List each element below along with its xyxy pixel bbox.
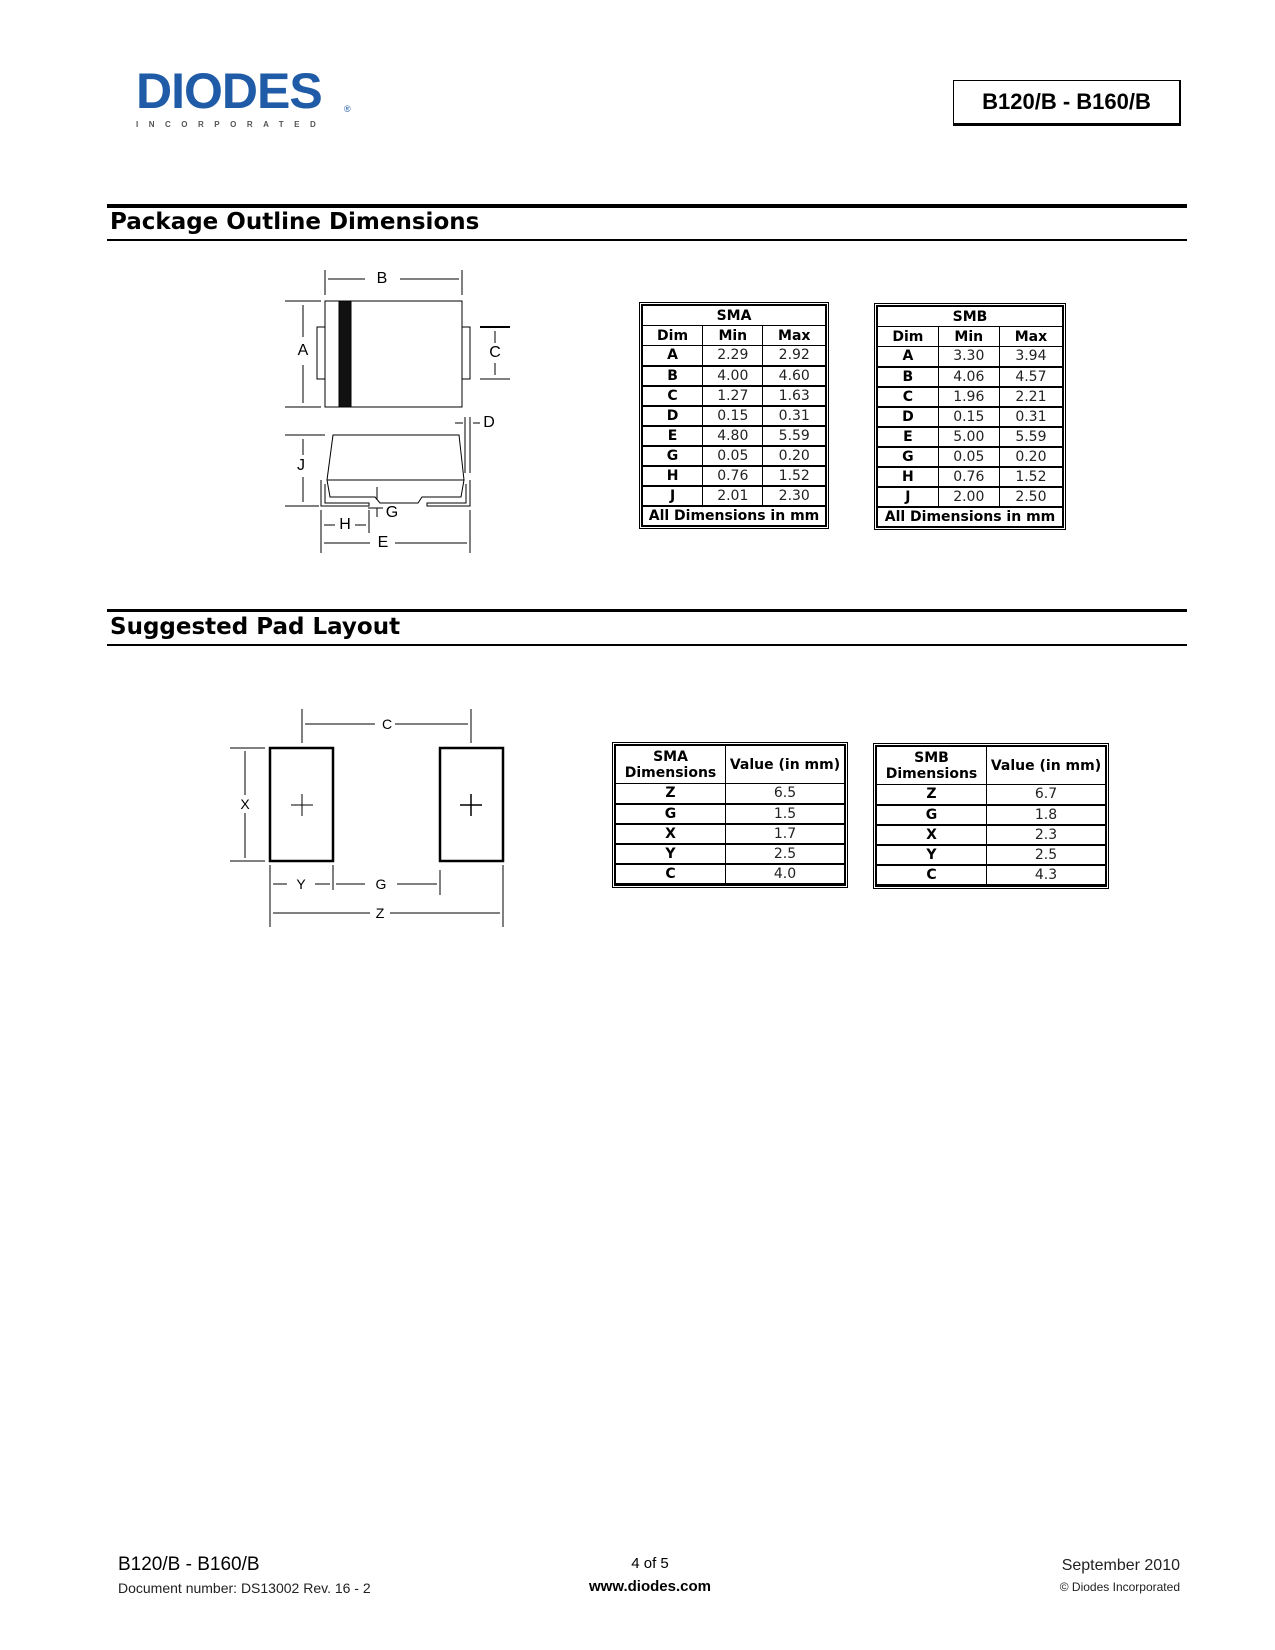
pad-label-g: G	[375, 876, 387, 892]
value-cell: 2.92	[763, 346, 826, 366]
package-outline-diagram	[285, 265, 520, 553]
part-number: B120/B - B160/B	[982, 89, 1151, 114]
section-title-outline: Package Outline Dimensions	[110, 209, 480, 235]
col-header: Min	[938, 327, 999, 347]
value-cell: 5.00	[938, 427, 999, 447]
col-header: Value (in mm)	[987, 747, 1106, 785]
table-row	[877, 805, 1106, 825]
table-row	[878, 427, 1063, 447]
footer-part: B120/B - B160/B	[118, 1554, 260, 1575]
table-row	[616, 784, 845, 804]
col-header-line: SMB	[914, 749, 949, 766]
dim-cell: A	[878, 347, 939, 367]
table-footer: All Dimensions in mm	[643, 506, 826, 526]
value-cell: 0.31	[999, 407, 1062, 427]
value-cell: 4.57	[999, 367, 1062, 387]
value-cell: 2.21	[999, 387, 1062, 407]
table-row	[878, 407, 1063, 427]
dim-cell: G	[643, 446, 703, 466]
footer-doc-number: Document number: DS13002 Rev. 16 - 2	[118, 1580, 371, 1596]
value-cell: 2.00	[938, 487, 999, 507]
registered-mark-icon: ®	[344, 104, 351, 114]
dim-cell: D	[878, 407, 939, 427]
brand-sub: INCORPORATED	[136, 120, 327, 129]
dim-cell: J	[878, 487, 939, 507]
dim-cell: Y	[877, 845, 987, 865]
footer-date: September 2010	[1061, 1557, 1180, 1574]
value-cell: 5.59	[763, 426, 826, 446]
dim-cell: G	[616, 804, 726, 824]
value-cell: 1.52	[763, 466, 826, 486]
value-cell: 3.94	[999, 347, 1062, 367]
table-row	[643, 406, 826, 426]
footer-url[interactable]: www.diodes.com	[589, 1578, 711, 1595]
footer-page: 4 of 5	[631, 1555, 669, 1572]
table-footer: All Dimensions in mm	[878, 507, 1063, 527]
value-cell: 2.50	[999, 487, 1062, 507]
table-row	[878, 367, 1063, 387]
dim-cell: X	[877, 825, 987, 845]
pad-layout-diagram	[225, 705, 515, 930]
col-header-line: SMA	[653, 748, 688, 765]
col-header: Min	[703, 326, 763, 346]
dim-label-h: H	[339, 516, 351, 533]
brand-wordmark: DIODES	[136, 63, 322, 119]
dim-cell: H	[878, 467, 939, 487]
value-cell: 1.96	[938, 387, 999, 407]
value-cell: 0.76	[938, 467, 999, 487]
table-row	[616, 844, 845, 864]
divider	[107, 644, 1187, 646]
package-outline-drawing	[285, 265, 520, 553]
dim-label-c: C	[489, 344, 501, 361]
table-row	[643, 466, 826, 486]
table-row	[616, 864, 845, 884]
smb-dimensions-table	[874, 303, 1066, 530]
dim-cell: C	[616, 864, 726, 884]
value-cell: 1.8	[987, 805, 1106, 825]
dim-cell: Z	[616, 784, 726, 804]
divider	[107, 609, 1187, 612]
col-header-line: Dimensions	[885, 765, 978, 782]
value-cell: 1.63	[763, 386, 826, 406]
col-header	[877, 747, 987, 785]
table-title: SMA	[643, 306, 826, 326]
value-cell: 2.5	[726, 844, 845, 864]
table-row	[877, 845, 1106, 865]
table-row	[878, 467, 1063, 487]
divider	[107, 204, 1187, 208]
dim-cell: Y	[616, 844, 726, 864]
value-cell: 0.05	[703, 446, 763, 466]
value-cell: 4.06	[938, 367, 999, 387]
section-title-pad: Suggested Pad Layout	[110, 614, 401, 640]
dim-cell: E	[878, 427, 939, 447]
value-cell: 5.59	[999, 427, 1062, 447]
pad-label-x: X	[240, 796, 250, 812]
table-row	[643, 386, 826, 406]
dim-cell: E	[643, 426, 703, 446]
pad-label-y: Y	[296, 876, 306, 892]
value-cell: 4.00	[703, 366, 763, 386]
dim-cell: G	[878, 447, 939, 467]
value-cell: 4.60	[763, 366, 826, 386]
dim-label-g: G	[385, 504, 399, 521]
table-row	[616, 824, 845, 844]
pad-label-c: C	[381, 716, 393, 732]
value-cell: 0.76	[703, 466, 763, 486]
value-cell: 1.27	[703, 386, 763, 406]
dim-cell: Z	[877, 785, 987, 805]
table-title: SMB	[878, 307, 1063, 327]
dim-cell: X	[616, 824, 726, 844]
dim-label-b: B	[376, 270, 388, 287]
table-row	[878, 487, 1063, 507]
sma-pad-table	[612, 742, 848, 888]
dim-cell: B	[878, 367, 939, 387]
table-row	[616, 804, 845, 824]
value-cell: 3.30	[938, 347, 999, 367]
dim-cell: A	[643, 346, 703, 366]
dim-cell: D	[643, 406, 703, 426]
value-cell: 6.7	[987, 785, 1106, 805]
table-row	[643, 446, 826, 466]
col-header: Max	[763, 326, 826, 346]
value-cell: 0.15	[938, 407, 999, 427]
value-cell: 4.80	[703, 426, 763, 446]
value-cell: 0.05	[938, 447, 999, 467]
value-cell: 0.20	[763, 446, 826, 466]
value-cell: 2.01	[703, 486, 763, 506]
dim-cell: C	[878, 387, 939, 407]
col-header: Max	[999, 327, 1062, 347]
dim-cell: G	[877, 805, 987, 825]
smb-pad-table	[873, 743, 1109, 889]
value-cell: 2.30	[763, 486, 826, 506]
value-cell: 2.29	[703, 346, 763, 366]
table-row	[877, 865, 1106, 885]
value-cell: 0.20	[999, 447, 1062, 467]
dim-cell: C	[877, 865, 987, 885]
divider	[107, 239, 1187, 241]
part-number-box	[953, 80, 1181, 126]
dim-label-e: E	[377, 534, 389, 551]
table-row	[878, 447, 1063, 467]
table-row	[878, 347, 1063, 367]
diodes-logo	[136, 63, 360, 132]
value-cell: 0.15	[703, 406, 763, 426]
value-cell: 2.3	[987, 825, 1106, 845]
table-row	[877, 825, 1106, 845]
dim-cell: H	[643, 466, 703, 486]
table-row	[877, 785, 1106, 805]
col-header: Value (in mm)	[726, 746, 845, 784]
value-cell: 0.31	[763, 406, 826, 426]
dim-label-a: A	[297, 342, 309, 359]
value-cell: 2.5	[987, 845, 1106, 865]
col-header: Dim	[643, 326, 703, 346]
sma-dimensions-table	[639, 302, 829, 529]
dim-cell: J	[643, 486, 703, 506]
value-cell: 1.52	[999, 467, 1062, 487]
dim-cell: C	[643, 386, 703, 406]
dim-cell: B	[643, 366, 703, 386]
value-cell: 4.0	[726, 864, 845, 884]
table-row	[643, 426, 826, 446]
pad-label-z: Z	[375, 905, 385, 921]
col-header-line: Dimensions	[624, 764, 717, 781]
table-row	[643, 486, 826, 506]
value-cell: 6.5	[726, 784, 845, 804]
col-header	[616, 746, 726, 784]
footer-copyright: © Diodes Incorporated	[1059, 1580, 1180, 1594]
table-row	[643, 366, 826, 386]
table-row	[878, 387, 1063, 407]
table-row	[643, 346, 826, 366]
value-cell: 4.3	[987, 865, 1106, 885]
pad-layout-drawing	[225, 705, 515, 930]
value-cell: 1.7	[726, 824, 845, 844]
col-header: Dim	[878, 327, 939, 347]
value-cell: 1.5	[726, 804, 845, 824]
dim-label-j: J	[294, 458, 308, 474]
dim-label-d: D	[483, 414, 495, 431]
